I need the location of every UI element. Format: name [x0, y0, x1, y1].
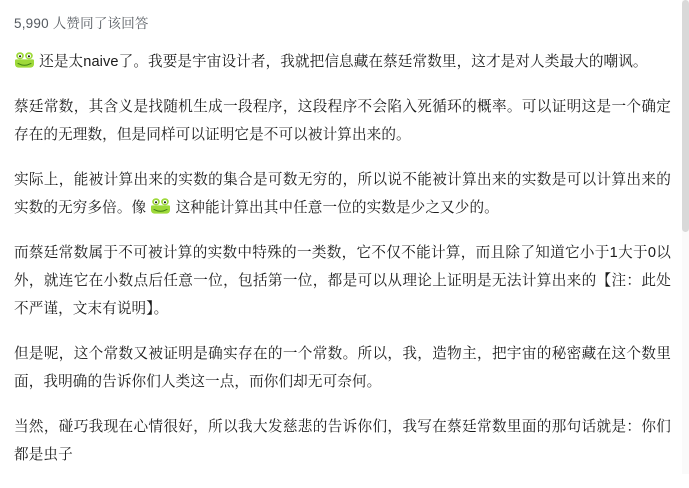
paragraph-2 — [14, 93, 671, 149]
paragraph-4-text: 而蔡廷常数属于不可被计算的实数中特殊的一类数，它不仅不能计算，而且除了知道它小于1大于0以外，就连它在小数点后任意一位，包括第一位，都是可以从理论上证明是无法计算出来的【注：此处不严谨，文末有说明】。 — [14, 245, 671, 317]
paragraph-4 — [14, 239, 671, 323]
bottom-edge — [0, 474, 689, 488]
vote-count-text: 5,990 人赞同了该回答 — [14, 16, 149, 31]
vertical-scrollbar-thumb[interactable] — [682, 0, 689, 232]
paragraph-3 — [14, 166, 671, 222]
vertical-scrollbar-track[interactable] — [682, 0, 689, 488]
paragraph-1-text: 还是太naive了。我要是宇宙设计者，我就把信息藏在蔡廷常数里，这才是对人类最大的嘲讽。 — [39, 54, 648, 70]
frog-face-emoji — [15, 51, 34, 70]
paragraph-2-text: 蔡廷常数，其含义是找随机生成一段程序，这段程序不会陷入死循环的概率。可以证明这是一个确定存在的无理数，但是同样可以证明它是不可以被计算出来的。 — [14, 99, 671, 143]
paragraph-6 — [14, 413, 671, 469]
left-margin — [0, 0, 4, 488]
paragraph-6-text: 当然，碰巧我现在心情很好，所以我大发慈悲的告诉你们，我写在蔡廷常数里面的那句话就是：你们都是虫子 — [14, 419, 671, 463]
answer-content — [8, 0, 679, 488]
paragraph-1 — [14, 48, 671, 76]
paragraph-3-text-before: 实际上，能被计算出来的实数的集合是可数无穷的，所以说不能被计算出来的实数是可以计算出来的实数的无穷多倍。像 — [14, 172, 671, 216]
vote-count-line — [14, 14, 671, 34]
paragraph-5 — [14, 340, 671, 396]
paragraph-3-text-after: 这种能计算出其中任意一位的实数是少之又少的。 — [175, 200, 499, 216]
paragraph-5-text: 但是呢，这个常数又被证明是确实存在的一个常数。所以，我，造物主，把宇宙的秘密藏在这个数里面，我明确的告诉你们人类这一点，而你们却无可奈何。 — [14, 346, 671, 390]
frog-face-emoji — [151, 197, 170, 216]
